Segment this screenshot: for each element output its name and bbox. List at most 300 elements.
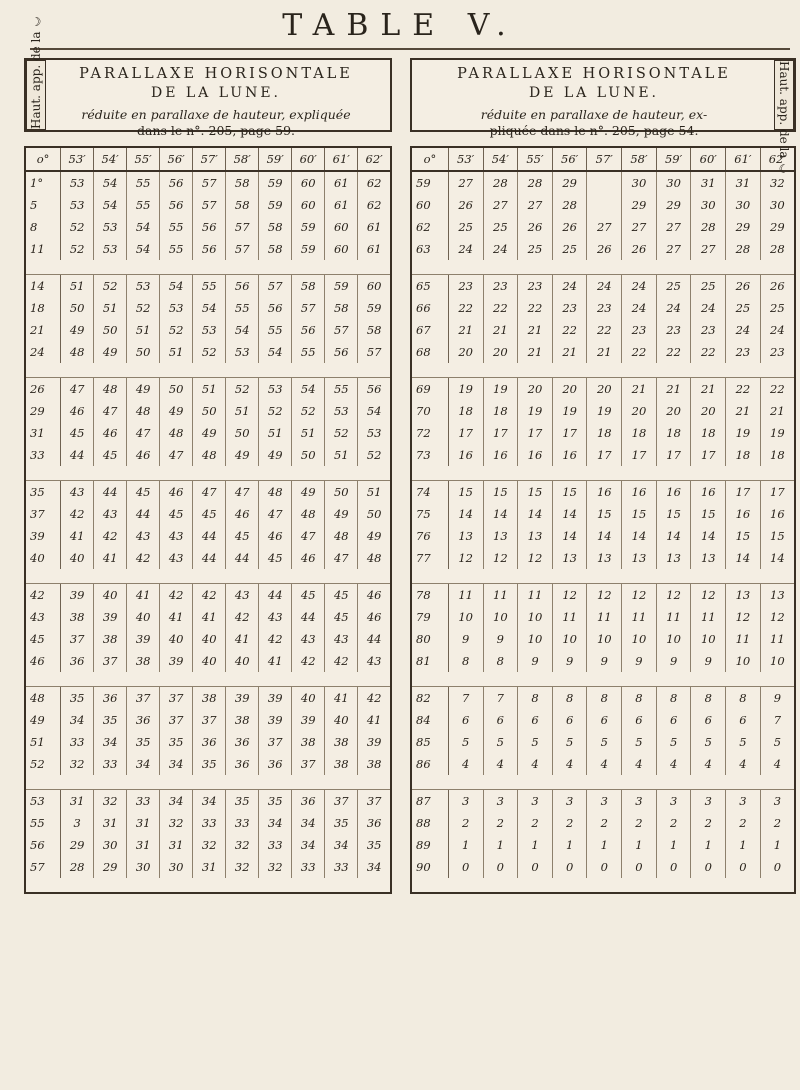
parallax-value-cell: 56	[259, 297, 292, 319]
group-spacer-cell	[412, 672, 794, 687]
altitude-cell: 18	[26, 297, 61, 319]
parallax-value-cell: 39	[259, 709, 292, 731]
parallax-value-cell: 61	[366, 220, 382, 234]
parallax-value-cell: 55	[325, 378, 358, 401]
parallax-value-cell: 4	[656, 753, 691, 775]
parallax-value-cell: 21	[587, 341, 622, 363]
altitude-cell: 76	[412, 525, 448, 547]
parallax-value-cell: 49	[366, 529, 382, 543]
parallax-value-cell: 2	[587, 812, 622, 834]
table-row	[412, 503, 794, 525]
parallax-value-cell: 14	[448, 503, 483, 525]
parallax-value-cell: 22	[552, 319, 587, 341]
right-side-label-text: Haut. app. de la	[777, 61, 791, 159]
parallax-value-cell: 25	[483, 216, 518, 238]
column-header-parallax: 58′	[226, 148, 259, 171]
parallax-value-cell: 11	[726, 628, 761, 650]
parallax-value-cell: 49	[259, 444, 292, 466]
parallax-value-cell: 8	[483, 650, 518, 672]
parallax-value-cell: 25	[448, 216, 483, 238]
parallax-value-cell: 43	[61, 481, 94, 504]
altitude-cell: 40	[26, 547, 61, 569]
parallax-value-cell: 42	[94, 525, 127, 547]
parallax-value-cell: 9	[773, 691, 782, 705]
parallax-value-cell: 36	[193, 731, 226, 753]
parallax-value-cell: 6	[552, 709, 587, 731]
parallax-value-cell: 22	[726, 378, 761, 401]
altitude-cell: 90	[412, 856, 448, 878]
parallax-value-cell: 46	[366, 610, 382, 624]
left-header-note-line-b: dans le n°. 205, page 59.	[136, 123, 296, 138]
group-spacer-cell	[26, 466, 390, 481]
parallax-value-cell: 53	[259, 378, 292, 401]
parallax-value-cell: 58	[325, 297, 358, 319]
table-row	[26, 812, 390, 834]
column-header-parallax: 57′	[587, 148, 622, 171]
parallax-value-cell: 28	[726, 238, 761, 260]
altitude-cell: 42	[26, 584, 61, 607]
parallax-value-cell: 27	[483, 194, 518, 216]
altitude-cell: 78	[412, 584, 448, 607]
parallax-value-cell: 18	[770, 448, 785, 462]
parallax-value-cell: 33	[292, 856, 325, 878]
altitude-cell: 46	[26, 650, 61, 672]
parallax-value-cell: 1	[691, 834, 726, 856]
parallax-value-cell: 47	[226, 481, 259, 504]
parallax-value-cell: 22	[448, 297, 483, 319]
parallax-value-cell: 19	[448, 378, 483, 401]
parallax-value-cell: 48	[127, 400, 160, 422]
parallax-value-cell: 12	[770, 610, 785, 624]
parallax-value-cell: 7	[483, 687, 518, 710]
parallax-value-cell: 41	[226, 628, 259, 650]
parallax-value-cell: 30	[127, 856, 160, 878]
parallax-value-cell: 31	[193, 856, 226, 878]
parallax-value-cell: 24	[622, 275, 657, 298]
parallax-value-cell: 23	[587, 297, 622, 319]
table-bottom-spacer	[26, 878, 390, 892]
parallax-value-cell: 10	[448, 606, 483, 628]
altitude-cell: 45	[26, 628, 61, 650]
parallax-value-cell: 3	[726, 790, 761, 813]
parallax-value-cell: 7	[773, 713, 782, 727]
parallax-value-cell: 57	[259, 275, 292, 298]
parallax-value-cell: 24	[448, 238, 483, 260]
table-row	[412, 650, 794, 672]
parallax-value-cell: 3	[518, 790, 553, 813]
parallax-value-cell: 53	[94, 216, 127, 238]
parallax-value-cell: 53	[127, 275, 160, 298]
parallax-value-cell: 21	[552, 341, 587, 363]
table-row	[412, 378, 794, 401]
altitude-cell: 69	[412, 378, 448, 401]
parallax-value-cell: 18	[587, 422, 622, 444]
parallax-value-cell: 23	[770, 345, 785, 359]
table-row	[26, 650, 390, 672]
altitude-cell: 55	[26, 812, 61, 834]
altitude-cell: 73	[412, 444, 448, 466]
parallax-value-cell: 35	[226, 790, 259, 813]
parallax-value-cell: 36	[127, 709, 160, 731]
parallax-value-cell: 29	[656, 194, 691, 216]
parallax-value-cell: 18	[691, 422, 726, 444]
parallax-value-cell: 17	[587, 444, 622, 466]
parallax-value-cell: 9	[518, 650, 553, 672]
parallax-value-cell: 3	[622, 790, 657, 813]
altitude-cell: 51	[26, 731, 61, 753]
parallax-value-cell: 43	[160, 525, 193, 547]
left-side-label-text: Haut. app. de la	[29, 31, 43, 129]
parallax-value-cell: 49	[193, 422, 226, 444]
parallax-value-cell: 57	[193, 194, 226, 216]
table-row	[412, 628, 794, 650]
column-header-parallax: 62′	[760, 148, 794, 171]
parallax-value-cell: 39	[226, 687, 259, 710]
parallax-value-cell: 18	[622, 422, 657, 444]
parallax-value-cell: 12	[691, 584, 726, 607]
parallax-value-cell: 62	[366, 176, 382, 190]
parallax-value-cell: 13	[552, 547, 587, 569]
left-header-title: PARALLAXE HORISONTALE	[79, 66, 353, 82]
parallax-value-cell: 34	[292, 812, 325, 834]
parallax-value-cell: 52	[160, 319, 193, 341]
parallax-value-cell: 54	[94, 171, 127, 194]
parallax-value-cell: 45	[193, 503, 226, 525]
group-spacer-cell	[412, 260, 794, 275]
parallax-value-cell: 34	[127, 753, 160, 775]
parallax-value-cell: 3	[587, 790, 622, 813]
parallax-value-cell: 27	[448, 171, 483, 194]
parallax-value-cell: 50	[366, 507, 382, 521]
parallax-value-cell: 39	[61, 584, 94, 607]
altitude-cell: 87	[412, 790, 448, 813]
parallax-value-cell: 21	[622, 378, 657, 401]
parallax-value-cell: 55	[127, 171, 160, 194]
parallax-value-cell: 42	[160, 584, 193, 607]
parallax-value-cell: 23	[656, 319, 691, 341]
altitude-cell: 86	[412, 753, 448, 775]
parallax-value-cell: 15	[448, 481, 483, 504]
parallax-value-cell: 54	[366, 404, 382, 418]
parallax-value-cell: 24	[691, 297, 726, 319]
parallax-value-cell: 0	[552, 856, 587, 878]
parallax-value-cell: 38	[226, 709, 259, 731]
parallax-value-cell: 59	[259, 171, 292, 194]
parallax-value-cell: 4	[773, 757, 782, 771]
parallax-value-cell: 23	[622, 319, 657, 341]
parallax-value-cell: 20	[448, 341, 483, 363]
parallax-value-cell: 0	[483, 856, 518, 878]
altitude-cell: 65	[412, 275, 448, 298]
parallax-value-cell: 25	[726, 297, 761, 319]
parallax-value-cell: 39	[127, 628, 160, 650]
altitude-cell: 84	[412, 709, 448, 731]
altitude-cell: 31	[26, 422, 61, 444]
parallax-value-cell: 0	[587, 856, 622, 878]
parallax-value-cell: 51	[366, 485, 382, 499]
parallax-value-cell: 0	[691, 856, 726, 878]
parallax-value-cell: 37	[325, 790, 358, 813]
left-header-box	[24, 13, 392, 138]
parallax-value-cell: 8	[552, 687, 587, 710]
parallax-value-cell: 57	[325, 319, 358, 341]
parallax-value-cell: 22	[622, 341, 657, 363]
parallax-value-cell: 3	[773, 794, 782, 808]
parallax-value-cell: 8	[656, 687, 691, 710]
right-header-title: PARALLAXE HORISONTALE	[457, 66, 731, 82]
parallax-value-cell: 29	[622, 194, 657, 216]
parallax-value-cell: 35	[325, 812, 358, 834]
parallax-value-cell: 54	[127, 216, 160, 238]
parallax-value-cell: 8	[587, 687, 622, 710]
parallax-value-cell: 39	[94, 606, 127, 628]
parallax-value-cell: 4	[691, 753, 726, 775]
altitude-cell: 56	[26, 834, 61, 856]
column-header-parallax: 55′	[127, 148, 160, 171]
parallax-value-cell: 48	[325, 525, 358, 547]
parallax-value-cell: 58	[259, 238, 292, 260]
parallax-value-cell: 48	[94, 378, 127, 401]
table-row	[412, 444, 794, 466]
parallax-value-cell: 32	[259, 856, 292, 878]
parallax-value-cell: 50	[226, 422, 259, 444]
parallax-value-cell: 26	[622, 238, 657, 260]
parallax-value-cell: 59	[325, 275, 358, 298]
parallax-value-cell: 46	[226, 503, 259, 525]
parallax-value-cell: 52	[325, 422, 358, 444]
parallax-value-cell: 40	[193, 650, 226, 672]
parallax-value-cell: 17	[552, 422, 587, 444]
parallax-value-cell: 1	[448, 834, 483, 856]
parallax-value-cell: 16	[622, 481, 657, 504]
parallax-value-cell: 27	[656, 216, 691, 238]
parallax-value-cell: 3	[691, 790, 726, 813]
altitude-cell: 52	[26, 753, 61, 775]
parallax-value-cell: 42	[193, 584, 226, 607]
parallax-value-cell: 14	[770, 551, 785, 565]
parallax-value-cell: 29	[726, 216, 761, 238]
parallax-value-cell: 13	[448, 525, 483, 547]
parallax-value-cell: 38	[366, 757, 382, 771]
left-parallax-table	[26, 148, 390, 892]
parallax-value-cell: 11	[518, 584, 553, 607]
altitude-cell: 72	[412, 422, 448, 444]
altitude-cell: 63	[412, 238, 448, 260]
parallax-value-cell: 4	[622, 753, 657, 775]
parallax-value-cell: 1	[656, 834, 691, 856]
parallax-value-cell: 12	[552, 584, 587, 607]
parallax-value-cell: 29	[770, 220, 785, 234]
parallax-value-cell: 52	[61, 238, 94, 260]
parallax-value-cell: 45	[259, 547, 292, 569]
right-header-note-line-a: réduite en parallaxe de hauteur, ex-	[480, 107, 708, 122]
parallax-value-cell: 16	[552, 444, 587, 466]
parallax-value-cell: 10	[518, 606, 553, 628]
parallax-value-cell: 54	[226, 319, 259, 341]
left-column-header-row	[26, 148, 390, 171]
parallax-value-cell: 53	[366, 426, 382, 440]
parallax-value-cell: 15	[518, 481, 553, 504]
altitude-cell: 68	[412, 341, 448, 363]
parallax-value-cell: 24	[587, 275, 622, 298]
parallax-value-cell: 40	[226, 650, 259, 672]
parallax-value-cell: 34	[94, 731, 127, 753]
parallax-value-cell: 59	[292, 238, 325, 260]
parallax-value-cell: 1	[587, 834, 622, 856]
altitude-cell: 33	[26, 444, 61, 466]
parallax-value-cell: 12	[587, 584, 622, 607]
parallax-value-cell: 34	[61, 709, 94, 731]
left-table-panel	[24, 13, 392, 894]
parallax-value-cell: 11	[483, 584, 518, 607]
group-spacer	[412, 363, 794, 378]
parallax-value-cell: 1	[773, 838, 782, 852]
parallax-value-cell: 33	[325, 856, 358, 878]
altitude-cell: 57	[26, 856, 61, 878]
parallax-value-cell: 30	[726, 194, 761, 216]
parallax-value-cell: 22	[587, 319, 622, 341]
table-row	[412, 606, 794, 628]
parallax-value-cell: 35	[366, 838, 382, 852]
parallax-value-cell: 42	[366, 691, 382, 705]
right-parallax-table	[412, 148, 794, 892]
parallax-value-cell: 54	[160, 275, 193, 298]
parallax-value-cell: 58	[226, 171, 259, 194]
parallax-value-cell: 20	[483, 341, 518, 363]
parallax-value-cell: 37	[193, 709, 226, 731]
altitude-cell: 5	[26, 194, 61, 216]
parallax-value-cell: 18	[483, 400, 518, 422]
group-spacer	[412, 260, 794, 275]
parallax-value-cell: 23	[691, 319, 726, 341]
altitude-cell: 59	[412, 171, 448, 194]
table-row	[412, 400, 794, 422]
parallax-value-cell: 5	[587, 731, 622, 753]
group-spacer	[26, 775, 390, 790]
table-row	[412, 812, 794, 834]
table-row	[26, 834, 390, 856]
parallax-value-cell: 49	[127, 378, 160, 401]
parallax-value-cell: 3	[656, 790, 691, 813]
group-spacer	[26, 363, 390, 378]
altitude-cell: 85	[412, 731, 448, 753]
table-row	[26, 753, 390, 775]
parallax-value-cell: 17	[770, 485, 785, 499]
parallax-value-cell: 34	[366, 860, 382, 874]
parallax-value-cell: 21	[656, 378, 691, 401]
parallax-value-cell: 4	[726, 753, 761, 775]
column-header-parallax: 56′	[160, 148, 193, 171]
table-row	[26, 503, 390, 525]
parallax-value-cell: 26	[448, 194, 483, 216]
parallax-value-cell: 39	[160, 650, 193, 672]
altitude-cell: 70	[412, 400, 448, 422]
parallax-value-cell: 32	[160, 812, 193, 834]
parallax-value-cell: 9	[691, 650, 726, 672]
column-header-parallax: 59′	[656, 148, 691, 171]
parallax-value-cell: 44	[226, 547, 259, 569]
parallax-value-cell: 34	[325, 834, 358, 856]
table-row	[412, 731, 794, 753]
parallax-value-cell: 4	[483, 753, 518, 775]
parallax-value-cell: 33	[193, 812, 226, 834]
parallax-value-cell: 49	[61, 319, 94, 341]
parallax-value-cell: 57	[366, 345, 382, 359]
parallax-value-cell: 9	[483, 628, 518, 650]
parallax-value-cell: 1	[552, 834, 587, 856]
parallax-value-cell: 38	[61, 606, 94, 628]
left-side-label	[26, 13, 46, 130]
parallax-value-cell: 28	[552, 194, 587, 216]
parallax-value-cell: 51	[127, 319, 160, 341]
parallax-value-cell: 47	[127, 422, 160, 444]
parallax-value-cell: 12	[622, 584, 657, 607]
parallax-value-cell: 11	[587, 606, 622, 628]
parallax-value-cell: 41	[127, 584, 160, 607]
altitude-cell: 35	[26, 481, 61, 504]
parallax-value-cell: 27	[691, 238, 726, 260]
parallax-value-cell: 49	[160, 400, 193, 422]
table-row	[26, 525, 390, 547]
parallax-value-cell: 52	[127, 297, 160, 319]
parallax-value-cell: 37	[366, 794, 382, 808]
parallax-value-cell: 41	[366, 713, 382, 727]
table-bottom-spacer-cell	[412, 878, 794, 892]
parallax-value-cell: 13	[622, 547, 657, 569]
parallax-value-cell: 31	[94, 812, 127, 834]
parallax-value-cell: 6	[656, 709, 691, 731]
parallax-value-cell: 18	[656, 422, 691, 444]
parallax-value-cell: 0	[518, 856, 553, 878]
parallax-value-cell: 54	[127, 238, 160, 260]
parallax-value-cell: 10	[483, 606, 518, 628]
parallax-value-cell: 6	[483, 709, 518, 731]
parallax-value-cell: 1	[483, 834, 518, 856]
parallax-value-cell: 23	[448, 275, 483, 298]
parallax-value-cell: 10	[726, 650, 761, 672]
altitude-cell: 1°	[26, 171, 61, 194]
table-row	[26, 547, 390, 569]
parallax-value-cell: 8	[622, 687, 657, 710]
parallax-value-cell: 42	[61, 503, 94, 525]
table-row	[26, 297, 390, 319]
parallax-value-cell: 17	[622, 444, 657, 466]
right-column-header-row	[412, 148, 794, 171]
group-spacer	[412, 466, 794, 481]
parallax-value-cell: 54	[94, 194, 127, 216]
parallax-value-cell: 11	[691, 606, 726, 628]
parallax-value-cell: 6	[518, 709, 553, 731]
parallax-value-cell: 2	[552, 812, 587, 834]
parallax-value-cell: 34	[259, 812, 292, 834]
parallax-value-cell: 50	[61, 297, 94, 319]
parallax-value-cell: 40	[292, 687, 325, 710]
parallax-value-cell: 19	[518, 400, 553, 422]
table-row	[26, 319, 390, 341]
parallax-value-cell: 50	[94, 319, 127, 341]
parallax-value-cell: 60	[325, 238, 358, 260]
parallax-value-cell: 33	[259, 834, 292, 856]
parallax-value-cell: 53	[226, 341, 259, 363]
table-row	[26, 790, 390, 813]
parallax-value-cell: 20	[622, 400, 657, 422]
column-header-parallax: 61′	[325, 148, 358, 171]
parallax-value-cell: 50	[127, 341, 160, 363]
parallax-value-cell: 37	[61, 628, 94, 650]
right-header-note	[420, 107, 768, 139]
parallax-value-cell: 15	[726, 525, 761, 547]
parallax-value-cell: 26	[552, 216, 587, 238]
